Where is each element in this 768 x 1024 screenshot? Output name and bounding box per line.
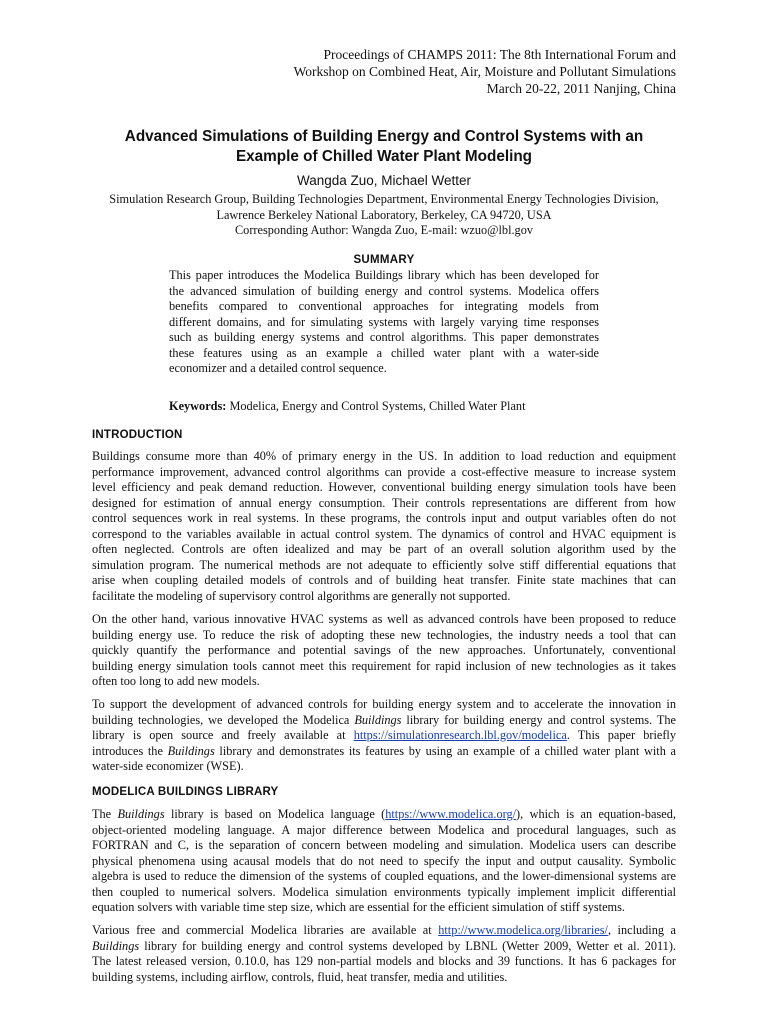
- summary-line: This paper introduces the Modelica Buildings library which has been developed for: [169, 268, 599, 282]
- summary-line: different domains, and for simulating systems with largely varying time responses: [169, 314, 599, 329]
- paragraph-line: simulation program. The numerical methods are not adequate to efficiently solve stiff differential equations that: [92, 557, 676, 572]
- modelica-paragraph-2: [92, 923, 676, 985]
- affiliation: [0, 192, 768, 239]
- title-line: Example of Chilled Water Plant Modeling: [235, 148, 533, 165]
- corresponding-author: Corresponding Author: Wangda Zuo, E-mail: wzuo@lbl.gov: [234, 223, 534, 237]
- title-line: Advanced Simulations of Building Energy and Control Systems with an: [124, 128, 644, 145]
- text-span: , including a: [607, 923, 676, 937]
- modelica-heading: MODELICA BUILDINGS LIBRARY: [92, 786, 279, 798]
- paragraph-line: correspond to the variables available in actual control system. The dynamics of control and HVAC equipment is: [92, 526, 676, 541]
- paragraph-line: [92, 807, 676, 823]
- paragraph-line: quickly quantify the performance and potential savings of the new approaches. Unfortunately, conventional: [92, 643, 676, 657]
- introduction-paragraph-2: [92, 612, 676, 690]
- summary-line: the advanced simulation of building energy and control systems. Modelica offers: [169, 283, 599, 298]
- paragraph-line: arise when coupling detailed models of controls and of building heat transfer. Finite state machines that can: [92, 573, 676, 587]
- modelica-org-link[interactable]: https://www.modelica.org/: [385, 807, 517, 821]
- paragraph-line: [92, 744, 676, 760]
- affiliation-line: Simulation Research Group, Building Technologies Department, Environmental Energy Technologies Division,: [109, 192, 659, 206]
- summary-line: benefits compared to conventional approaches for integrating models from: [169, 299, 599, 313]
- summary-line: such as building energy systems and control algorithms. This paper demonstrates: [169, 330, 599, 344]
- introduction-heading: INTRODUCTION: [92, 429, 183, 441]
- modelica-library-link[interactable]: https://simulationresearch.lbl.gov/modelica: [353, 728, 567, 742]
- paragraph-line: then coupled to numerical solvers. Modelica simulation environments typically implement implicit differential: [92, 884, 676, 899]
- summary-heading: SUMMARY: [353, 254, 415, 266]
- header-line: March 20-22, 2011 Nanjing, China: [486, 81, 676, 96]
- keywords-text: Modelica, Energy and Control Systems, Chilled Water Plant: [226, 399, 526, 413]
- paragraph-line: equation solvers with variable time step size, which are essential for the efficient simulation of stiff systems.: [92, 900, 625, 914]
- paragraph-line: building systems, including airflow, controls, fluid, heat transfer, media and utilities.: [92, 969, 508, 984]
- paragraph-line: building energy use. To reduce the risk of adopting these new technologies, the industry needs a tool that can: [92, 627, 676, 642]
- library-name: Buildings: [354, 712, 402, 727]
- summary-line: these features using as an example a chilled water plant with a water-side: [169, 345, 599, 360]
- paragraph-line: The latest released version, 0.10.0, has 129 non-partial models and blocks and 39 functions. It has 6 packages for: [92, 954, 676, 968]
- text-span: building technologies, we developed the Modelica: [92, 712, 355, 727]
- paragraph-line: Buildings consume more than 40% of primary energy in the US. In addition to load reduction and equipment: [92, 449, 676, 463]
- text-span: library for building energy and control systems developed by LBNL (Wetter 2009, Wetter et al. 2011).: [139, 938, 676, 953]
- text-span: . This paper briefly: [566, 728, 677, 742]
- text-span: The: [92, 807, 118, 821]
- modelica-paragraph-1: [92, 807, 676, 916]
- text-span: ), which is an equation-based,: [516, 807, 676, 821]
- paper-title: [60, 127, 708, 167]
- library-name: Buildings: [92, 938, 140, 953]
- proceedings-header: [294, 46, 676, 97]
- header-line: Workshop on Combined Heat, Air, Moisture and Pollutant Simulations: [293, 64, 676, 79]
- paragraph-line: often too long to add new models.: [92, 674, 260, 688]
- paragraph-line: physical phenomena using acausal models that do not need to specify the input and output causality. Symbolic: [92, 853, 676, 868]
- paragraph-line: often neglected. Controls are often idealized and may be part of an overall solution algorithm used by the: [92, 542, 676, 556]
- affiliation-line: Lawrence Berkeley National Laboratory, Berkeley, CA 94720, USA: [216, 207, 552, 222]
- introduction-paragraph-3: [92, 697, 676, 775]
- paragraph-line: object-oriented modeling language. A major difference between Modelica and procedural languages, such as: [92, 822, 676, 837]
- summary-line: economizer and a detailed control sequence.: [169, 361, 387, 375]
- paragraph-line: building energy simulation tools cannot meet this requirement for rapid inclusion of new technologies as it takes: [92, 658, 676, 673]
- keywords-label: Keywords:: [169, 399, 227, 413]
- text-span: library for building energy and control systems. The: [401, 712, 677, 727]
- paragraph-line: water-side economizer (WSE).: [92, 759, 244, 773]
- paragraph-line: On the other hand, various innovative HVAC systems as well as advanced controls have been proposed to reduce: [92, 612, 676, 626]
- introduction-paragraph-1: [92, 449, 676, 604]
- library-name: Buildings: [167, 743, 215, 758]
- paragraph-line: algebra is used to reduce the dimension of the systems of coupled equations, and the lower-dimensional systems are: [92, 869, 676, 883]
- paragraph-line: performance improvement, advanced control algorithms can provide a cost-effective measure to increase system: [92, 464, 676, 479]
- paragraph-line: [92, 713, 676, 729]
- paragraph-line: facilitate the modeling of supervisory control algorithms are generally not supported.: [92, 588, 511, 603]
- paragraph-line: [92, 939, 676, 955]
- authors: Wangda Zuo, Michael Wetter: [296, 173, 472, 188]
- text-span: library is based on Modelica language (: [164, 807, 386, 821]
- paragraph-line: FORTRAN and C, is the separation of concern between modeling and simulation. Modelica users can describe: [92, 838, 676, 852]
- summary-text: [169, 268, 599, 377]
- text-span: library and demonstrates its features by using an example of a chilled water plant with a: [214, 743, 676, 758]
- paragraph-line: level efficiency and peak demand reduction. However, conventional building energy simulation tools have been: [92, 480, 676, 494]
- keywords: [169, 399, 526, 414]
- text-span: library is open source and freely available at: [92, 728, 354, 742]
- paragraph-line: control sequences work in real systems. In these programs, the controls input and output variables often do not: [92, 511, 676, 525]
- modelica-libraries-link[interactable]: http://www.modelica.org/libraries/: [438, 923, 608, 937]
- library-name: Buildings: [117, 807, 165, 821]
- paragraph-line: designed for estimation of annual energy consumption. Their controls representations are different from how: [92, 495, 676, 510]
- paragraph-line: [92, 923, 676, 939]
- paragraph-line: To support the development of advanced controls for building energy system and to accelerate the innovation in: [92, 697, 676, 711]
- text-span: introduces the: [92, 743, 168, 758]
- header-line: Proceedings of CHAMPS 2011: The 8th International Forum and: [323, 47, 676, 62]
- text-span: Various free and commercial Modelica libraries are available at: [92, 923, 439, 937]
- paragraph-line: [92, 728, 676, 744]
